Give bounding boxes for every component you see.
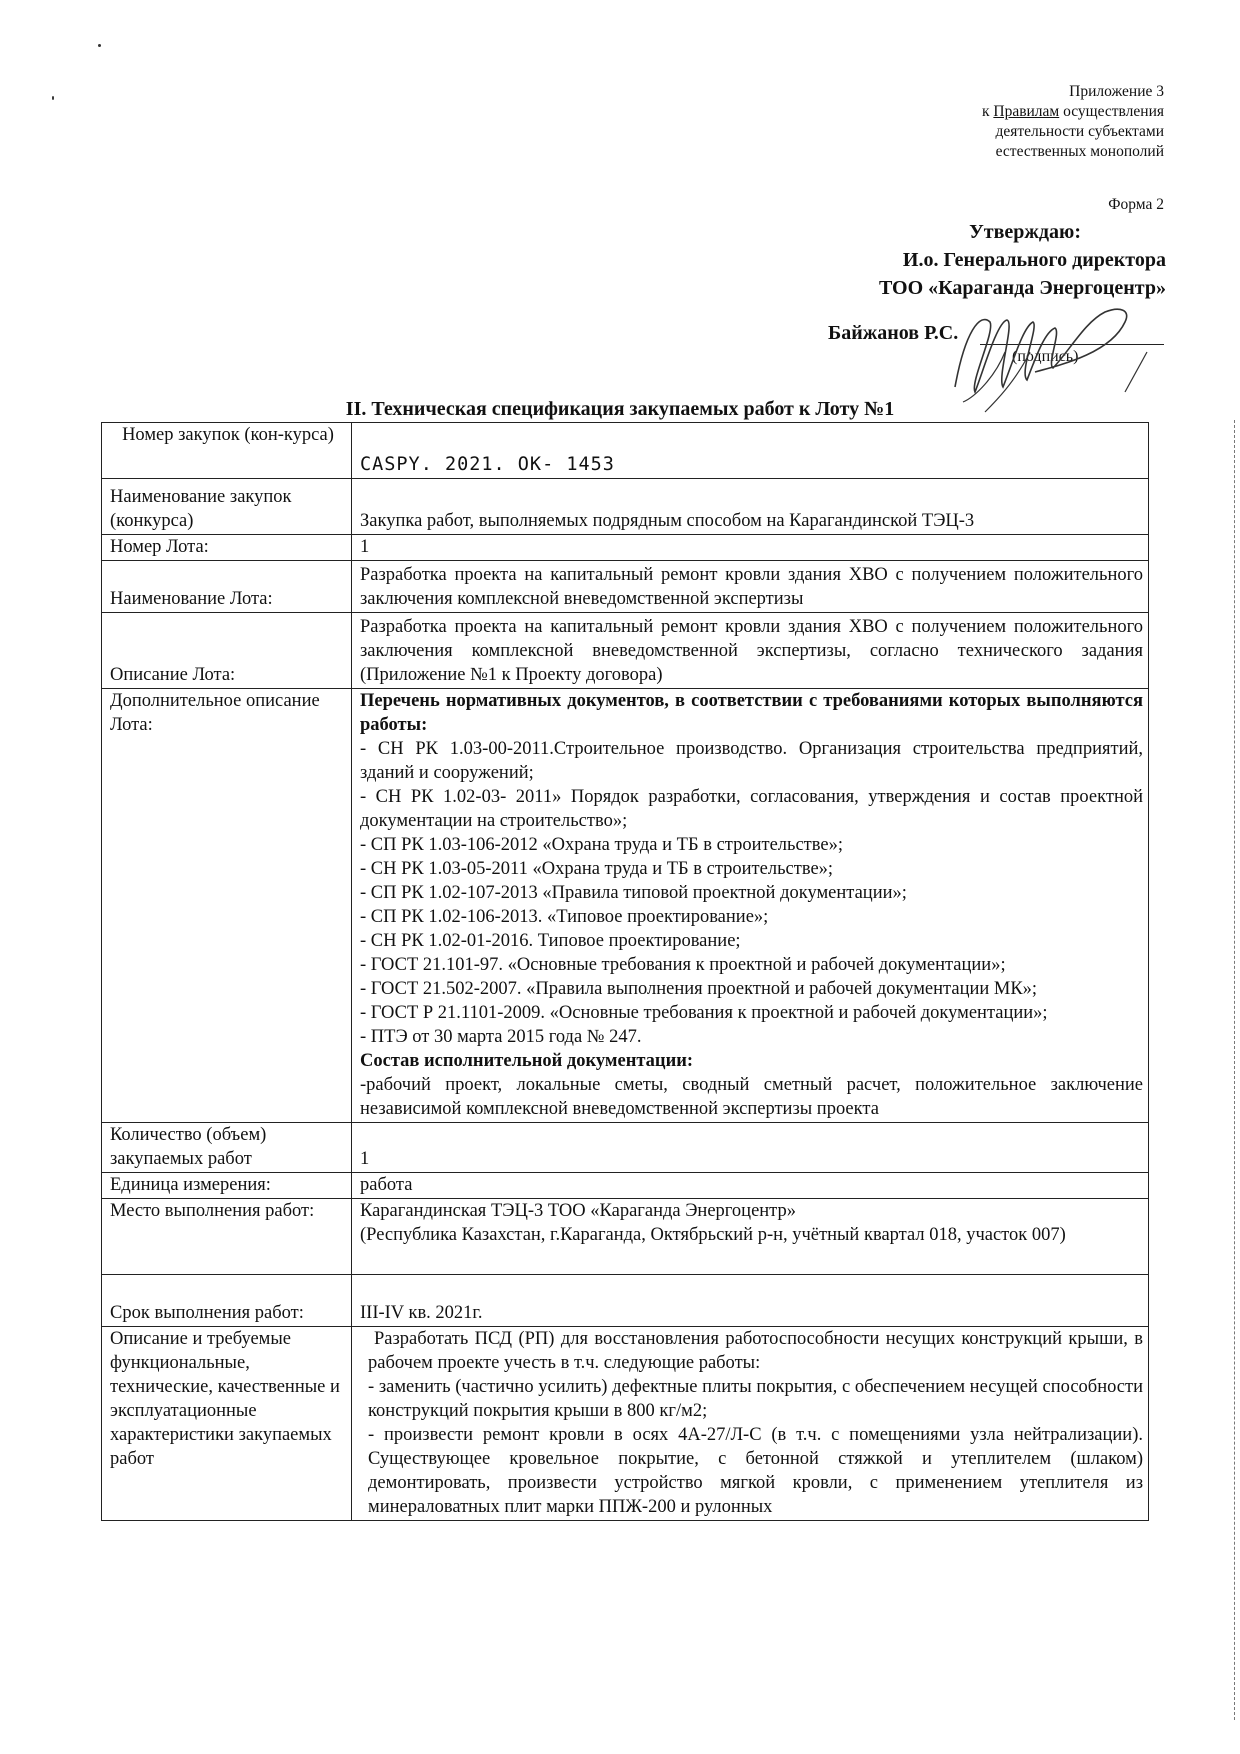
documentation-composition: -рабочий проект, локальные сметы, сводный сметный расчет, положительное заключение независимой комплексной вневедомственной экспертизы проекта: [360, 1075, 1143, 1119]
lot-description-value: Разработка проекта на капитальный ремонт кровли здания ХВО с получением положительного заключения комплексной вневедомственной экспертизы, согласно технического задания (Приложение №1 к Проекту договора): [352, 613, 1149, 689]
row-label-procurement-number: Номер закупок (кон-курса): [102, 423, 352, 479]
quantity-value: 1: [352, 1123, 1149, 1173]
specification-table: [101, 422, 1149, 1521]
list-item: - ГОСТ 21.101-97. «Основные требования к проектной и рабочей документации»;: [360, 955, 1006, 975]
annex-line-4: естественных монополий: [995, 143, 1164, 160]
procurement-number-value: CASPY. 2021. OK- 1453: [352, 423, 1149, 479]
scan-edge: [1234, 420, 1237, 1720]
row-label-lot-description: Описание Лота:: [102, 613, 352, 689]
table-row: [102, 1275, 1149, 1327]
table-row: [102, 1123, 1149, 1173]
list-item: Разработать ПСД (РП) для восстановления работоспособности несущих конструкций крыши, в рабочем проекте учесть в т.ч. следующие работы:: [368, 1329, 1143, 1373]
row-label-term: Срок выполнения работ:: [102, 1275, 352, 1327]
list-item: - СП РК 1.02-106-2013. «Типовое проектирование»;: [360, 907, 769, 927]
table-row: [102, 423, 1149, 479]
table-row: [102, 689, 1149, 1123]
approval-line-1: Утверждаю:: [969, 221, 1081, 243]
approval-line-2: И.о. Генерального директора: [902, 249, 1166, 271]
table-row: [102, 1173, 1149, 1199]
unit-value: работа: [352, 1173, 1149, 1199]
annex-line-3: деятельности субъектами: [995, 123, 1164, 140]
scan-speck: [52, 96, 54, 100]
table-row: [102, 479, 1149, 535]
list-item: - заменить (частично усилить) дефектные плиты покрытия, с обеспечением несущей способности конструкций покрытия крыши в 800 кг/м2;: [368, 1377, 1143, 1421]
document-title: II. Техническая спецификация закупаемых работ к Лоту №1: [345, 398, 895, 420]
list-item: - СН РК 1.03-05-2011 «Охрана труда и ТБ в строительстве»;: [360, 859, 834, 879]
list-item: - СП РК 1.02-107-2013 «Правила типовой проектной документации»;: [360, 883, 907, 903]
lot-name-value: Разработка проекта на капитальный ремонт кровли здания ХВО с получением положительного заключения комплексной вневедомственной экспертизы: [352, 561, 1149, 613]
table-row: [102, 613, 1149, 689]
annex-reference: [834, 82, 1164, 162]
row-label-additional-description: Дополнительное описание Лота:: [102, 689, 352, 1123]
additional-description-cell: [352, 689, 1149, 1123]
row-label-place: Место выполнения работ:: [102, 1199, 352, 1275]
place-value: [352, 1199, 1149, 1275]
place-line-1: Карагандинская ТЭЦ-3 ТОО «Караганда Энергоцентр»: [360, 1201, 796, 1221]
row-label-lot-number: Номер Лота:: [102, 535, 352, 561]
row-label-procurement-name: Наименование закупок (конкурса): [102, 479, 352, 535]
signatory-name: Байжанов Р.С.: [828, 322, 959, 344]
form-label: Форма 2: [1108, 196, 1164, 213]
row-label-unit: Единица измерения:: [102, 1173, 352, 1199]
documentation-heading: Состав исполнительной документации:: [360, 1051, 694, 1071]
place-line-2: (Республика Казахстан, г.Караганда, Октябрьский р-н, учётный квартал 018, участок 007): [360, 1225, 1066, 1245]
list-item: - СН РК 1.03-00-2011.Строительное производство. Организация строительства предприятий, зданий и сооружений;: [360, 739, 1143, 783]
signature-caption: (подпись): [1012, 348, 1079, 365]
procurement-name-value: Закупка работ, выполняемых подрядным способом на Карагандинской ТЭЦ-3: [352, 479, 1149, 535]
approval-block: [696, 218, 1166, 302]
annex-line-2: к Правилам осуществления: [981, 103, 1164, 120]
table-row: [102, 1199, 1149, 1275]
term-value: III-IV кв. 2021г.: [352, 1275, 1149, 1327]
rules-link: Правилам: [993, 103, 1060, 120]
scan-speck: [98, 44, 101, 47]
list-item: - ГОСТ Р 21.1101-2009. «Основные требования к проектной и рабочей документации»;: [360, 1003, 1048, 1023]
row-label-requirements: Описание и требуемые функциональные, технические, качественные и эксплуатационные характеристики закупаемых работ: [102, 1327, 352, 1521]
normative-docs-heading: Перечень нормативных документов, в соответствии с требованиями которых выполняются работы:: [360, 691, 1143, 735]
list-item: - ГОСТ 21.502-2007. «Правила выполнения проектной и рабочей документации МК»;: [360, 979, 1038, 999]
row-label-lot-name: Наименование Лота:: [102, 561, 352, 613]
table-row: [102, 561, 1149, 613]
requirements-cell: [352, 1327, 1149, 1521]
approval-line-3: ТОО «Караганда Энергоцентр»: [878, 277, 1166, 299]
list-item: - СН РК 1.02-03- 2011» Порядок разработки, согласования, утверждения и состав проектной документации на строительство»;: [360, 787, 1143, 831]
lot-number-value: 1: [352, 535, 1149, 561]
list-item: - произвести ремонт кровли в осях 4А-27/Л-С (в т.ч. с помещениями узла нейтрализации). Существующее кровельное покрытие, с бетонной стяжкой и утеплителем (шлаком) демонтировать, произвести устройство мягкой кровли, с применением утеплителя из минераловатных плит марки ППЖ-200 и рулонных: [368, 1425, 1143, 1517]
list-item: - ПТЭ от 30 марта 2015 года № 247.: [360, 1027, 642, 1047]
list-item: - СП РК 1.03-106-2012 «Охрана труда и ТБ в строительстве»;: [360, 835, 843, 855]
table-row: [102, 1327, 1149, 1521]
list-item: - СН РК 1.02-01-2016. Типовое проектирование;: [360, 931, 741, 951]
table-row: [102, 535, 1149, 561]
annex-line-1: Приложение 3: [1069, 83, 1164, 100]
row-label-quantity: Количество (объем) закупаемых работ: [102, 1123, 352, 1173]
